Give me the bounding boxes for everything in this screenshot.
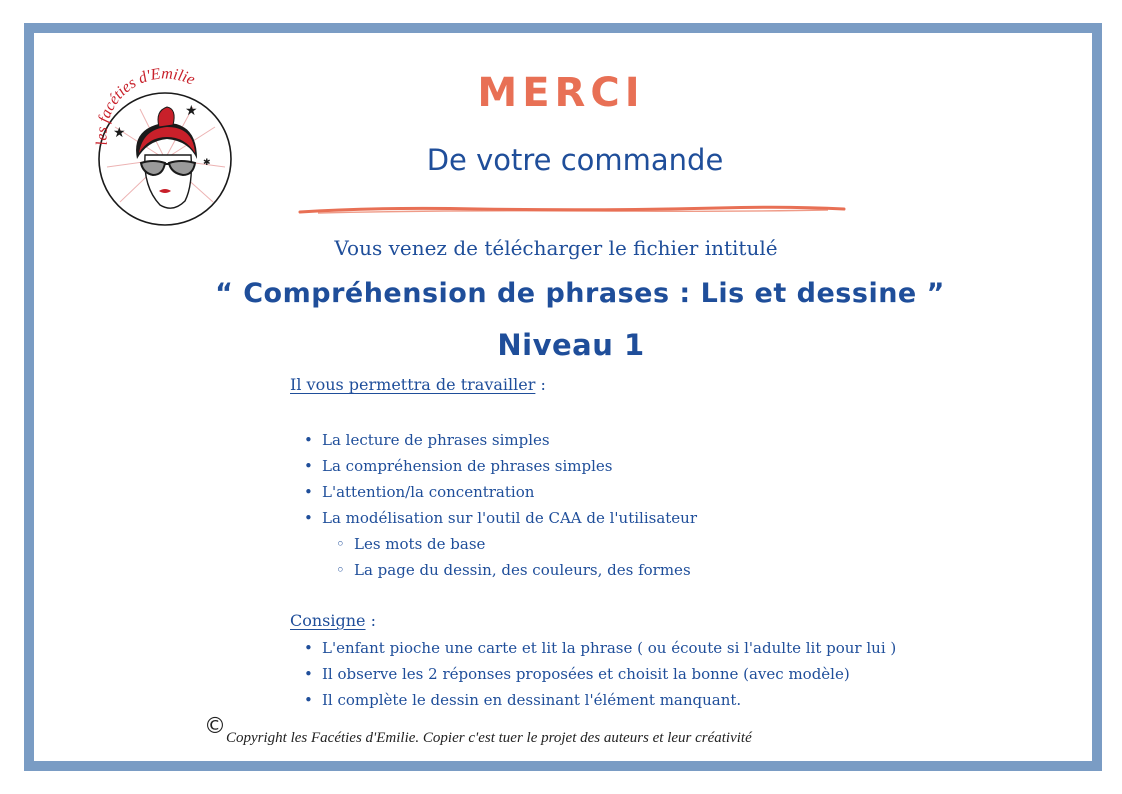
file-title: “ Compréhension de phrases : Lis et dessine ” [215,278,945,309]
svg-text:★: ★ [185,103,198,119]
copyright-text: Copyright les Facéties d'Emilie. Copier c'est tuer le projet des auteurs et leur créativité [226,730,752,746]
title-underline-decoration [298,203,848,217]
copyright-icon: © [204,714,226,739]
intro-text: Vous venez de télécharger le fichier intitulé [334,236,778,260]
skills-heading-label: Il vous permettra de travailler [290,375,536,394]
skills-heading [290,375,546,394]
skills-heading-colon: : [535,375,546,394]
instructions-heading-colon: : [365,611,377,630]
file-level: Niveau 1 [497,328,645,362]
list-item: • Il complète le dessin en dessinant l'élément manquant. [304,687,896,713]
instructions-heading [290,611,376,630]
page-title: MERCI [477,70,645,116]
list-item: • La compréhension de phrases simples [304,453,697,479]
instructions-heading-label: Consigne [290,611,366,630]
list-item: • L'enfant pioche une carte et lit la phrase ( ou écoute si l'adulte lit pour lui ) [304,635,896,661]
sub-list-item: ◦ La page du dessin, des couleurs, des formes [304,557,697,583]
svg-text:★: ★ [113,125,126,141]
skills-list [304,427,697,583]
list-item: • La modélisation sur l'outil de CAA de l'utilisateur [304,505,697,531]
list-item: • Il observe les 2 réponses proposées et choisit la bonne (avec modèle) [304,661,896,687]
logo-text: les facéties d'Emilie [93,67,198,147]
sub-list-item: ◦ Les mots de base [304,531,697,557]
page-subtitle: De votre commande [426,143,724,177]
list-item: • L'attention/la concentration [304,479,697,505]
list-item: • La lecture de phrases simples [304,427,697,453]
svg-text:✱: ✱ [203,158,211,168]
instructions-list [304,635,896,713]
